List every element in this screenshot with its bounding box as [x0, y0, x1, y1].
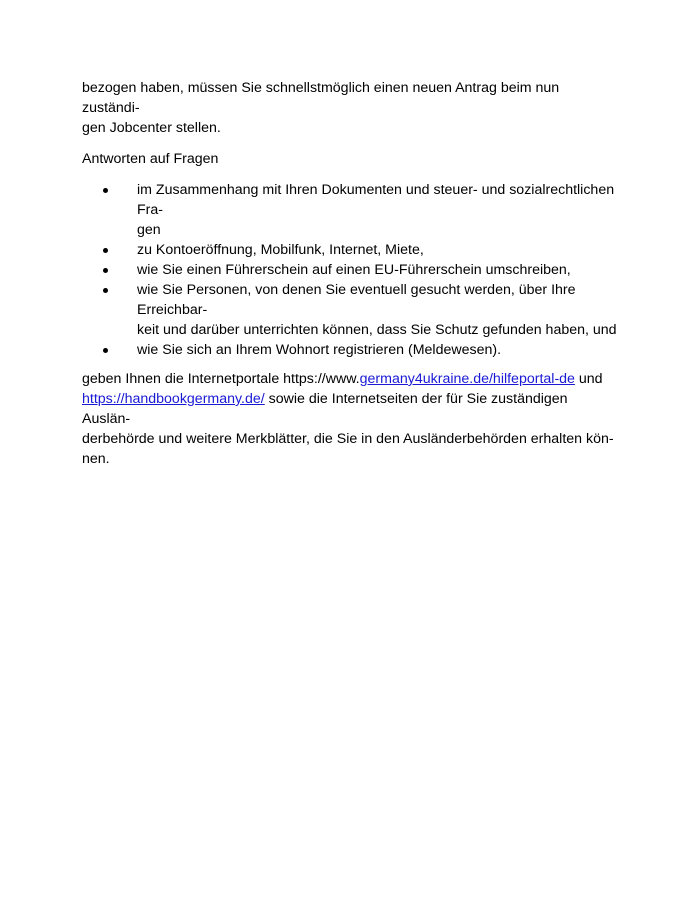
closing-line-3: derbehörde und weitere Merkblätter, die Sie in den Ausländerbehörden erhalten kön-	[82, 431, 614, 447]
handbookgermany-link[interactable]: https://handbookgermany.de/	[82, 391, 265, 407]
bullet-icon	[103, 288, 108, 293]
closing-text-3: sowie die Internetseiten der für Sie zuständigen Auslän-	[82, 391, 568, 427]
list-item	[82, 260, 617, 280]
section-heading: Antworten auf Fragen	[82, 151, 219, 167]
closing-paragraph	[82, 369, 617, 469]
closing-line-4: nen.	[82, 451, 110, 467]
bullet-icon	[103, 348, 108, 353]
list-item-line-1: wie Sie Personen, von denen Sie eventuell gesucht werden, über Ihre Erreichbar-	[137, 282, 576, 318]
closing-text-1: geben Ihnen die Internetportale https://www.	[82, 371, 360, 387]
list-item	[82, 180, 617, 240]
list-item-line-2: gen	[137, 222, 161, 238]
list-item-line-1: im Zusammenhang mit Ihren Dokumenten und steuer- und sozialrechtlichen Fra-	[137, 182, 615, 218]
list-item-line-1: wie Sie sich an Ihrem Wohnort registrieren (Meldewesen).	[137, 342, 502, 358]
bullet-icon	[103, 248, 108, 253]
bullet-list	[82, 180, 617, 360]
document-body	[82, 78, 617, 477]
list-item	[82, 240, 617, 260]
list-item	[82, 340, 617, 360]
closing-text-2: und	[574, 371, 603, 387]
intro-line-1: bezogen haben, müssen Sie schnellstmöglich einen neuen Antrag beim nun zuständi-	[82, 80, 560, 116]
intro-paragraph	[82, 78, 617, 138]
list-item-line-2: keit und darüber unterrichten können, dass Sie Schutz gefunden haben, und	[137, 322, 617, 338]
list-item-line-1: wie Sie einen Führerschein auf einen EU-Führerschein umschreiben,	[137, 262, 571, 278]
list-item	[82, 280, 617, 340]
intro-line-2: gen Jobcenter stellen.	[82, 120, 221, 136]
list-item-line-1: zu Kontoeröffnung, Mobilfunk, Internet, Miete,	[137, 242, 424, 258]
bullet-icon	[103, 268, 108, 273]
germany4ukraine-link[interactable]: germany4ukraine.de/hilfeportal-de	[359, 371, 575, 387]
bullet-icon	[103, 188, 108, 193]
